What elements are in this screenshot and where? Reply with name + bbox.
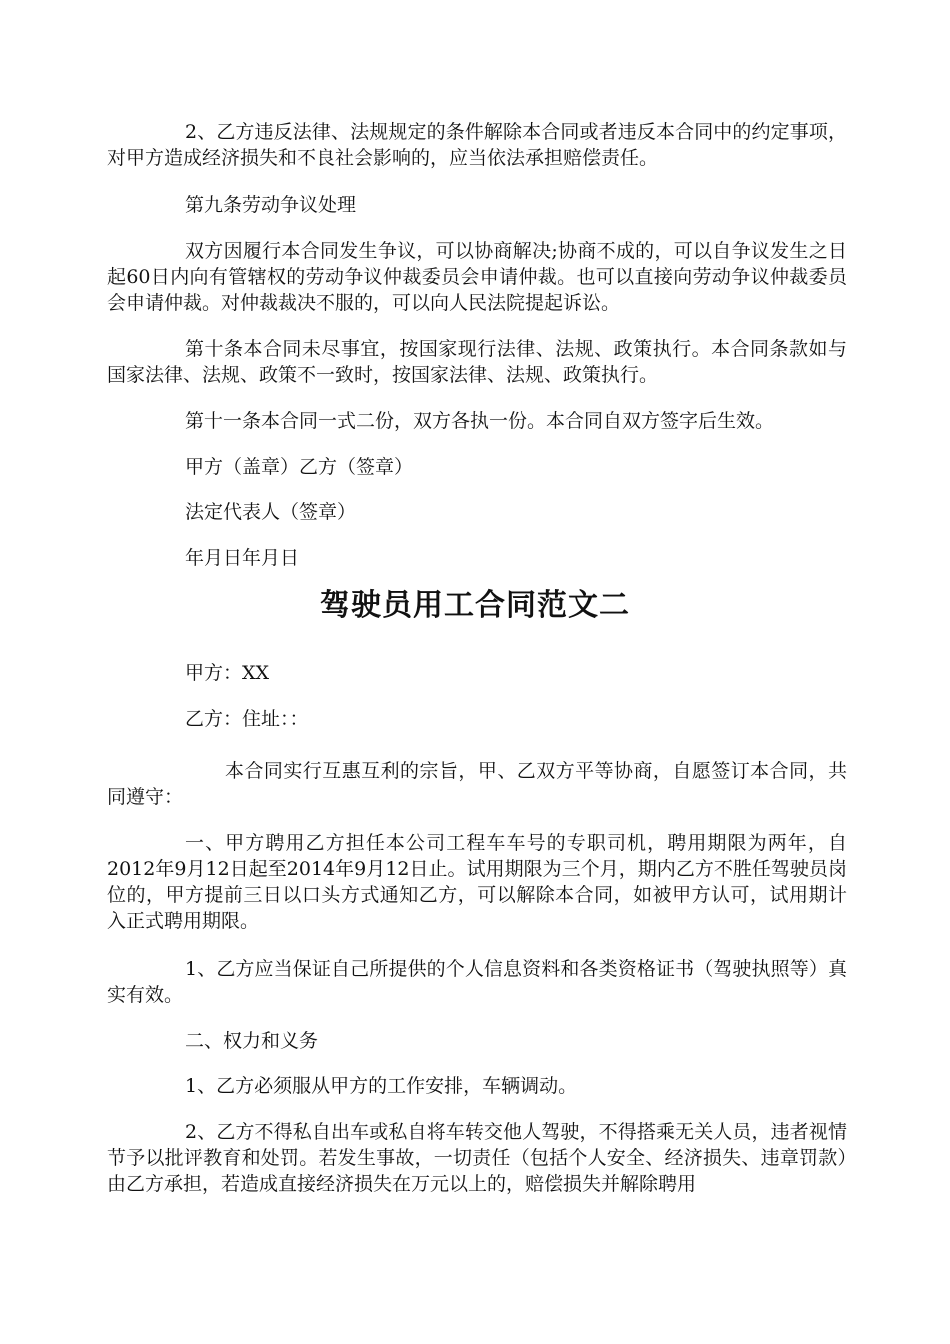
paragraph-liability: 2、乙方违反法律、法规规定的条件解除本合同或者违反本合同中的约定事项，对甲方造成经济损失和不良社会影响的，应当依法承担赔偿责任。 — [107, 121, 847, 169]
paragraph-section-1: 一、甲方聘用乙方担任本公司工程车车号的专职司机，聘用期限为两年，自2012年9月12日起至2014年9月12日止。试用期限为三个月，期内乙方不胜任驾驶员岗位的，甲方提前三日以口头方式通知乙方，可以解除本合同，如被甲方认可，试用期计入正式聘用期限。 — [107, 832, 847, 932]
signature-legal-rep: 法定代表人（签章） — [185, 501, 357, 523]
party-b-address: 乙方：住址：： — [185, 708, 309, 730]
paragraph-article-10: 第十条本合同未尽事宜，按国家现行法律、法规、政策执行。本合同条款如与国家法律、法规、政策不一致时，按国家法律、法规、政策执行。 — [107, 338, 847, 386]
paragraph-obey-arrangement: 1、乙方必须服从甲方的工作安排，车辆调动。 — [185, 1075, 578, 1097]
heading-rights-duties: 二、权力和义务 — [185, 1030, 319, 1052]
paragraph-dispute: 双方因履行本合同发生争议，可以协商解决;协商不成的，可以自争议发生之日起60日内向有管辖权的劳动争议仲裁委员会申请仲裁。也可以直接向劳动争议仲裁委员会申请仲裁。对仲裁裁决不服的，可以向人民法院提起诉讼。 — [107, 240, 847, 314]
paragraph-article-11: 第十一条本合同一式二份，双方各执一份。本合同自双方签字后生效。 — [185, 410, 775, 432]
signature-parties: 甲方（盖章）乙方（签章） — [185, 456, 414, 478]
signature-dates: 年月日年月日 — [185, 547, 300, 569]
document-title: 驾驶员用工合同范文二 — [320, 588, 630, 623]
heading-article-9: 第九条劳动争议处理 — [185, 194, 357, 216]
paragraph-no-private-use: 2、乙方不得私自出车或私自将车转交他人驾驶，不得搭乘无关人员，违者视情节予以批评教育和处罚。若发生事故，一切责任（包括个人安全、经济损失、违章罚款）由乙方承担，若造成直接经济损失在万元以上的，赔偿损失并解除聘用 — [107, 1121, 847, 1195]
paragraph-credentials: 1、乙方应当保证自己所提供的个人信息资料和各类资格证书（驾驶执照等）真实有效。 — [107, 958, 847, 1006]
party-a: 甲方：XX — [185, 662, 270, 684]
paragraph-preamble: 本合同实行互惠互利的宗旨，甲、乙双方平等协商，自愿签订本合同，共同遵守： — [107, 760, 847, 808]
